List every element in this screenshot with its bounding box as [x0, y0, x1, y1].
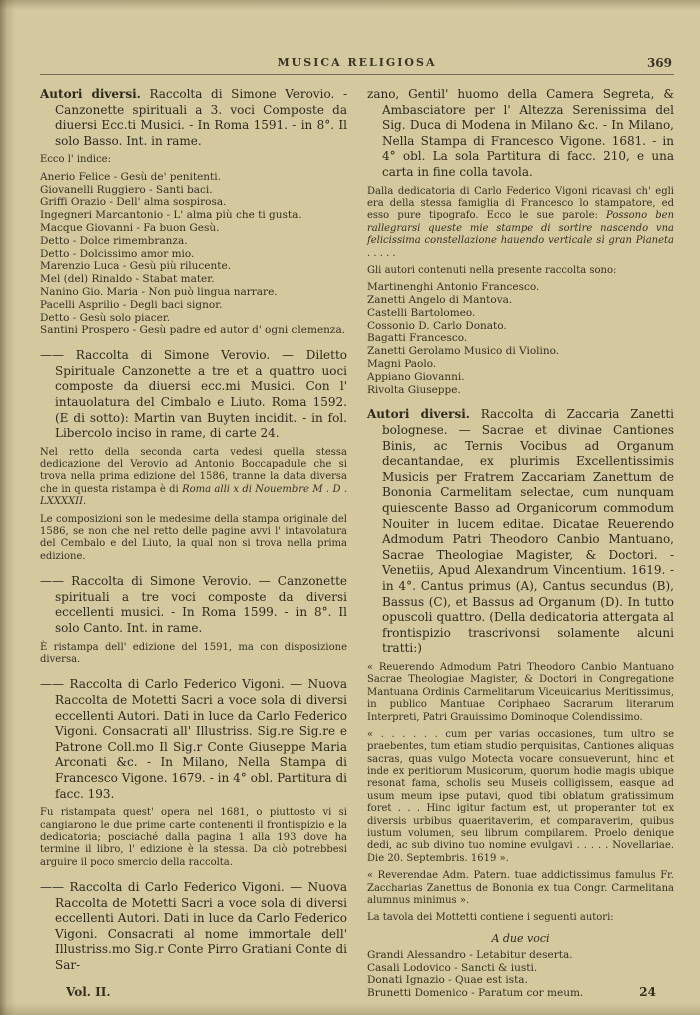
text-segment: Gli autori contenuti nella presente raccolta sono:	[367, 264, 617, 276]
list-item: Martinenghi Antonio Francesco.	[367, 281, 540, 294]
text-segment: « . . . . . . cum per varias occasiones, tum ultro se praebentes, tum etiam studio perquisitas, Cantiones aliquas sacras, quas vulgo Motecta vocare consueverunt, hinc et inde ex peritiorum Musicorum, quorum hodie magis ubique resonat fama, scholis seu Museis colligissem, easque ad usum meum ipse putavi, quod tibi oblatum gratissimum foret . . . Hinc igitur factum est, ut properanter tot ex diversis urbibus quaeritaverim, et comparaverim, quibus iustum volumen, seu librum compilarem. Proelo denique dedi, ac sub divino tuo nomine evulgavi . . . . . Novellariae. Die 20. Septembris. 1619 ».	[367, 728, 674, 864]
list-item: Santini Prospero - Gesù padre ed autor d' ogni clemenza.	[40, 324, 346, 337]
text-segment: Le composizioni son le medesime della stampa originale del 1586, se non che nel retto delle pagine avvi l' intavolatura del Cembalo e del Liuto, la qual non si trova nella prima edizione.	[40, 513, 347, 562]
signature-number: 24	[639, 985, 656, 999]
entry-vigoni-1681-start	[40, 880, 347, 974]
text-segment: Raccolta di Zaccaria Zanetti bolognese. — Sacrae et divinae Cantiones Binis, ac Ternis Vocibus ad Organum decantandae, ex plurimis Excellentissimis Musicis per Fratrem Zaccariam Zanettum de Bononia Carmelitam selectae, cum nunquam quiescente Basso ad Organicorum commodum Nouiter in lucem editae. Dicatae Reuerendo Admodum Patri Theodoro Canbio Mantuano, Sacrae Theologiae Magister, & Doctori. - Venetiis, Apud Alexandrum Vincentium. 1619. - in 4°. Cantus primus (A), Cantus secundus (B), Bassus (C), et Bassus ad Organum (D). In tutto opuscoli quattro. (Della dedicatoria attergata al frontispizio trascrivonsi solamente alcuni tratti:)	[382, 407, 675, 656]
left-column	[40, 87, 347, 987]
list-item: Nanino Gio. Maria - Non può lingua narrare.	[40, 285, 278, 298]
list-item: Appiano Giovanni.	[367, 370, 465, 383]
list-item: Griffi Orazio - Dell' alma sospirosa.	[40, 196, 227, 209]
text-segment: La tavola dei Mottetti contiene i seguenti autori:	[367, 912, 614, 924]
entry-verovio-1592	[40, 348, 347, 442]
list-item: Macque Giovanni - Fa buon Gesù.	[40, 221, 220, 234]
running-header	[40, 56, 674, 75]
list-item: Anerio Felice - Gesù de' penitenti.	[40, 170, 221, 183]
note-vigoni-reprint	[40, 807, 347, 869]
volume-label: Vol. II.	[66, 985, 111, 999]
list-item: Bagatti Francesco.	[367, 332, 468, 345]
list-item: Zanetti Gerolamo Musico di Violino.	[367, 345, 560, 358]
list-item: Giovanelli Ruggiero - Santi baci.	[40, 183, 213, 196]
list-item: Detto - Dolce rimembranza.	[40, 234, 188, 247]
quote-dedication-2	[367, 729, 674, 865]
entry-vigoni-1679	[40, 677, 347, 802]
section-a-due-voci	[367, 932, 674, 945]
list-item: Cossonio D. Carlo Donato.	[367, 319, 507, 332]
text-segment: È ristampa dell' edizione del 1591, ma con disposizione diversa.	[40, 641, 347, 665]
note-compositions	[40, 514, 347, 564]
authors-intro	[367, 265, 674, 277]
list-item: Pacelli Asprilio - Degli baci signor.	[40, 298, 223, 311]
text-segment: Raccolta di Simone Verovio. - Canzonette spirituali a 3. voci Composte da diuersi Ecc.ti Musici. - In Roma 1591. - in 8°. Il solo Basso. Int. in rame.	[55, 87, 348, 148]
entry-zanetti-1619	[367, 407, 674, 657]
list-item: Detto - Gesù solo piacer.	[40, 311, 171, 324]
list-item: Casali Lodovico - Sancti & iusti.	[367, 961, 538, 974]
note-dedication	[40, 447, 347, 509]
entry-vigoni-1681-continued	[367, 87, 674, 181]
text-segment: —— Raccolta di Carlo Federico Vigoni. — Nuova Raccolta de Motetti Sacri a voce sola di diversi eccellenti Autori. Dati in luce da Carlo Federico Vigoni. Consacrati all' Illustriss. Sig.re Sig.re e Patrone Coll.mo Il Sig.r Conte Giuseppe Maria Arconati &c. - In Milano, Nella Stampa di Francesco Vigone. 1679. - in 4° obl. Partitura di facc. 193.	[40, 677, 347, 801]
text-segment: A due voci	[491, 931, 550, 945]
text-segment: Autori diversi.	[40, 87, 141, 101]
header-title: MUSICA RELIGIOSA	[277, 56, 437, 69]
text-segment: —— Raccolta di Simone Verovio. — Canzonette spirituali a tre voci composte da diversi eccellenti musici. - In Roma 1599. - in 8°. Il solo Canto. Int. in rame.	[40, 574, 347, 635]
text-segment: Possono ben rallegrarsi queste mie stampe di sortire nascendo vna felicissima constellazione hauendo verticale sì gran Pianeta . . . . .	[367, 210, 675, 259]
note-reprint-1591	[40, 642, 347, 667]
list-item: Mel (del) Rinaldo - Stabat mater.	[40, 273, 215, 286]
list-item: Rivolta Giuseppe.	[367, 383, 461, 396]
entry-verovio-1591	[40, 87, 347, 149]
list-item: Marenzio Luca - Gesù più rilucente.	[40, 260, 232, 273]
authors-list-zanetti	[367, 949, 674, 1000]
text-segment: « Reuerendo Admodum Patri Theodoro Canbio Mantuano Sacrae Theologiae Magister, & Doctori in Congregatione Mantuana Ordinis Carmelitarum Viceuicarius Meritissimus, in publico Mantuae Coriphaeo Sacrarum literarum Interpreti, Patri Grauissimo Dominoque Colendissimo.	[367, 661, 674, 723]
list-item: Zanetti Angelo di Mantova.	[367, 294, 513, 307]
text-segment: zano, Gentil' huomo della Camera Segreta, & Ambasciatore per l' Altezza Serenissima del Sig. Duca di Modena in Milano &c. - In Milano, Nella Stampa di Francesco Vigone. 1681. - in 4° obl. La sola Partitura di facc. 210, e una carta in fine colla tavola.	[367, 87, 674, 179]
list-item: Brunetti Domenico - Paratum cor meum.	[367, 987, 584, 1000]
text-segment: Nel retto della seconda carta vedesi quella stessa dedicazione del Verovio ad Antonio Boccapadule che si trova nella prima edizione del 1586, tranne la data diversa che in questa ristampa è di	[40, 446, 347, 495]
index-intro	[40, 154, 347, 166]
list-item: Magni Paolo.	[367, 358, 437, 371]
quote-signature	[367, 870, 674, 907]
list-item: Detto - Dolcissimo amor mio.	[40, 247, 195, 260]
note-vigoni-dedication	[367, 186, 674, 260]
text-segment: Autori diversi.	[367, 407, 470, 422]
table-intro	[367, 912, 674, 924]
text-segment: Roma alli x di Nouembre M . D . LXXXXII.	[40, 483, 348, 508]
list-item: Castelli Bartolomeo.	[367, 306, 476, 319]
quote-dedication-1	[367, 662, 674, 724]
list-item: Ingegneri Marcantonio - L' alma più che ti gusta.	[40, 209, 302, 222]
page-number: 369	[646, 56, 672, 70]
text-segment: Dalla dedicatoria di Carlo Federico Vigoni ricavasi ch' egli era della stessa famiglia di Francesco lo stampatore, ed esso pure tipografo. Ecco le sue parole:	[367, 185, 674, 222]
text-segment: Ecco l' indice:	[40, 154, 111, 166]
list-item: Donati Ignazio - Quae est ista.	[367, 974, 528, 987]
index-list-verovio	[40, 171, 347, 337]
authors-list-vigoni	[367, 281, 674, 396]
text-segment: « Reverendae Adm. Patern. tuae addictissimus famulus Fr. Zaccharias Zanettus de Bononia ex tua Congr. Carmelitana alumnus minimus ».	[367, 870, 674, 906]
entry-verovio-1599	[40, 574, 347, 636]
text-segment: —— Raccolta di Carlo Federico Vigoni. — Nuova Raccolta de Motetti Sacri a voce sola di diversi eccellenti Autori. Dati in luce da Carlo Federico Vigoni. Consacrati al nome immortale dell' Illustriss.mo Sig.r Conte Pirro Gratiani Conte di Sar-	[40, 880, 347, 973]
text-segment: Fu ristampata quest' opera nel 1681, o piuttosto vi si cangiarono le due prime carte contenenti il frontispizio e la dedicatoria; posciaché dalla pagina 1 alla 193 dove ha termine il libro, l' edizione è la stessa. Da ciò potrebbesi arguire il poco smercio della raccolta.	[40, 807, 347, 868]
list-item: Grandi Alessandro - Letabitur deserta.	[367, 948, 573, 961]
text-segment: —— Raccolta di Simone Verovio. — Diletto Spirituale Canzonette a tre et a quattro uoci composte da diuersi ecc.mi Musici. Con l' intauolatura del Cimbalo e Liuto. Roma 1592. (E di sotto): Martin van Buyten incidit. - in fol. Libercolo inciso in rame, di carte 24.	[40, 348, 347, 441]
